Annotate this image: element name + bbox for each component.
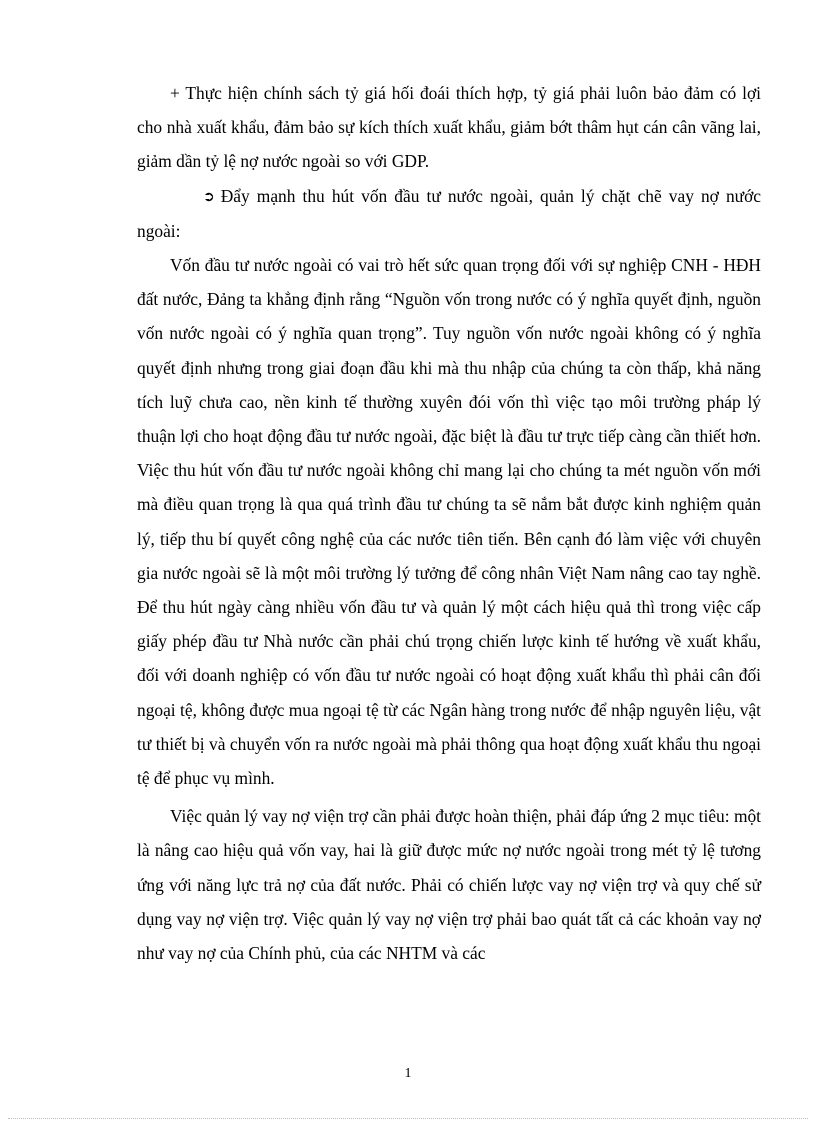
paragraph-exchange-rate: + Thực hiện chính sách tỷ giá hối đoái thích hợp, tỷ giá phải luôn bảo đảm có lợi cho nhà xuất khẩu, đảm bảo sự kích thích xuất khẩu, giảm bớt thâm hụt cán cân vãng lai, giảm dần tỷ lệ nợ nước ngoài so với GDP. — [137, 83, 761, 172]
body-text — [137, 76, 761, 970]
paragraph-fdi-role: Vốn đầu tư nước ngoài có vai trò hết sức quan trọng đối với sự nghiệp CNH - HĐH đất nước, Đảng ta khẳng định rằng “Nguồn vốn trong nước có ý nghĩa quyết định, nguồn vốn nước ngoài có ý nghĩa quan trọng”. Tuy nguồn vốn nước ngoài không có ý nghĩa quyết định nhưng trong giai đoạn đầu khi mà thu nhập của chúng ta còn thấp, khả năng tích luỹ chưa cao, nền kinh tế thường xuyên đói vốn thì việc tạo môi trường pháp lý thuận lợi cho hoạt động đầu tư nước ngoài, đặc biệt là đầu tư trực tiếp càng cần thiết hơn. Việc thu hút vốn đầu tư nước ngoài không chỉ mang lại cho chúng ta mét nguồn vốn mới mà điều quan trọng là qua quá trình đầu tư chúng ta sẽ nắm bắt được kinh nghiệm quản lý, tiếp thu bí quyết công nghệ của các nước tiên tiến. Bên cạnh đó làm việc với chuyên gia nước ngoài sẽ là một môi trường lý tưởng để công nhân Việt Nam nâng cao tay nghề. Để thu hút ngày càng nhiều vốn đầu tư và quản lý một cách hiệu quả thì trong việc cấp giấy phép đầu tư Nhà nước cần phải chú trọng chiến lược kinh tế hướng về xuất khẩu, đối với doanh nghiệp có vốn đầu tư nước ngoài có hoạt động xuất khẩu thì phải cân đối ngoại tệ, không được mua ngoại tệ từ các Ngân hàng trong nước để nhập nguyên liệu, vật tư thiết bị và chuyển vốn ra nước ngoài mà phải thông qua hoạt động xuất khẩu thu ngoại tệ để phục vụ mình. — [137, 255, 761, 789]
paragraph-debt-management: Việc quản lý vay nợ viện trợ cần phải được hoàn thiện, phải đáp ứng 2 mục tiêu: một là nâng cao hiệu quả vốn vay, hai là giữ được mức nợ nước ngoài trong mét tỷ lệ tương ứng với năng lực trả nợ của đất nước. Phải có chiến lược vay nợ viện trợ và quy chế sử dụng vay nợ viện trợ. Việc quản lý vay nợ viện trợ phải bao quát tất cả các khoản vay nợ như vay nợ của Chính phủ, của các NHTM và các — [137, 806, 761, 964]
page-number: 1 — [404, 1066, 412, 1081]
page-break-divider — [8, 1118, 808, 1119]
paragraph-fdi-heading — [137, 179, 761, 248]
fdi-heading-text: Đẩy mạnh thu hút vốn đầu tư nước ngoài, quản lý chặt chẽ vay nợ nước ngoài: — [137, 185, 761, 241]
arrow-bullet-icon: ➲ — [203, 188, 215, 205]
